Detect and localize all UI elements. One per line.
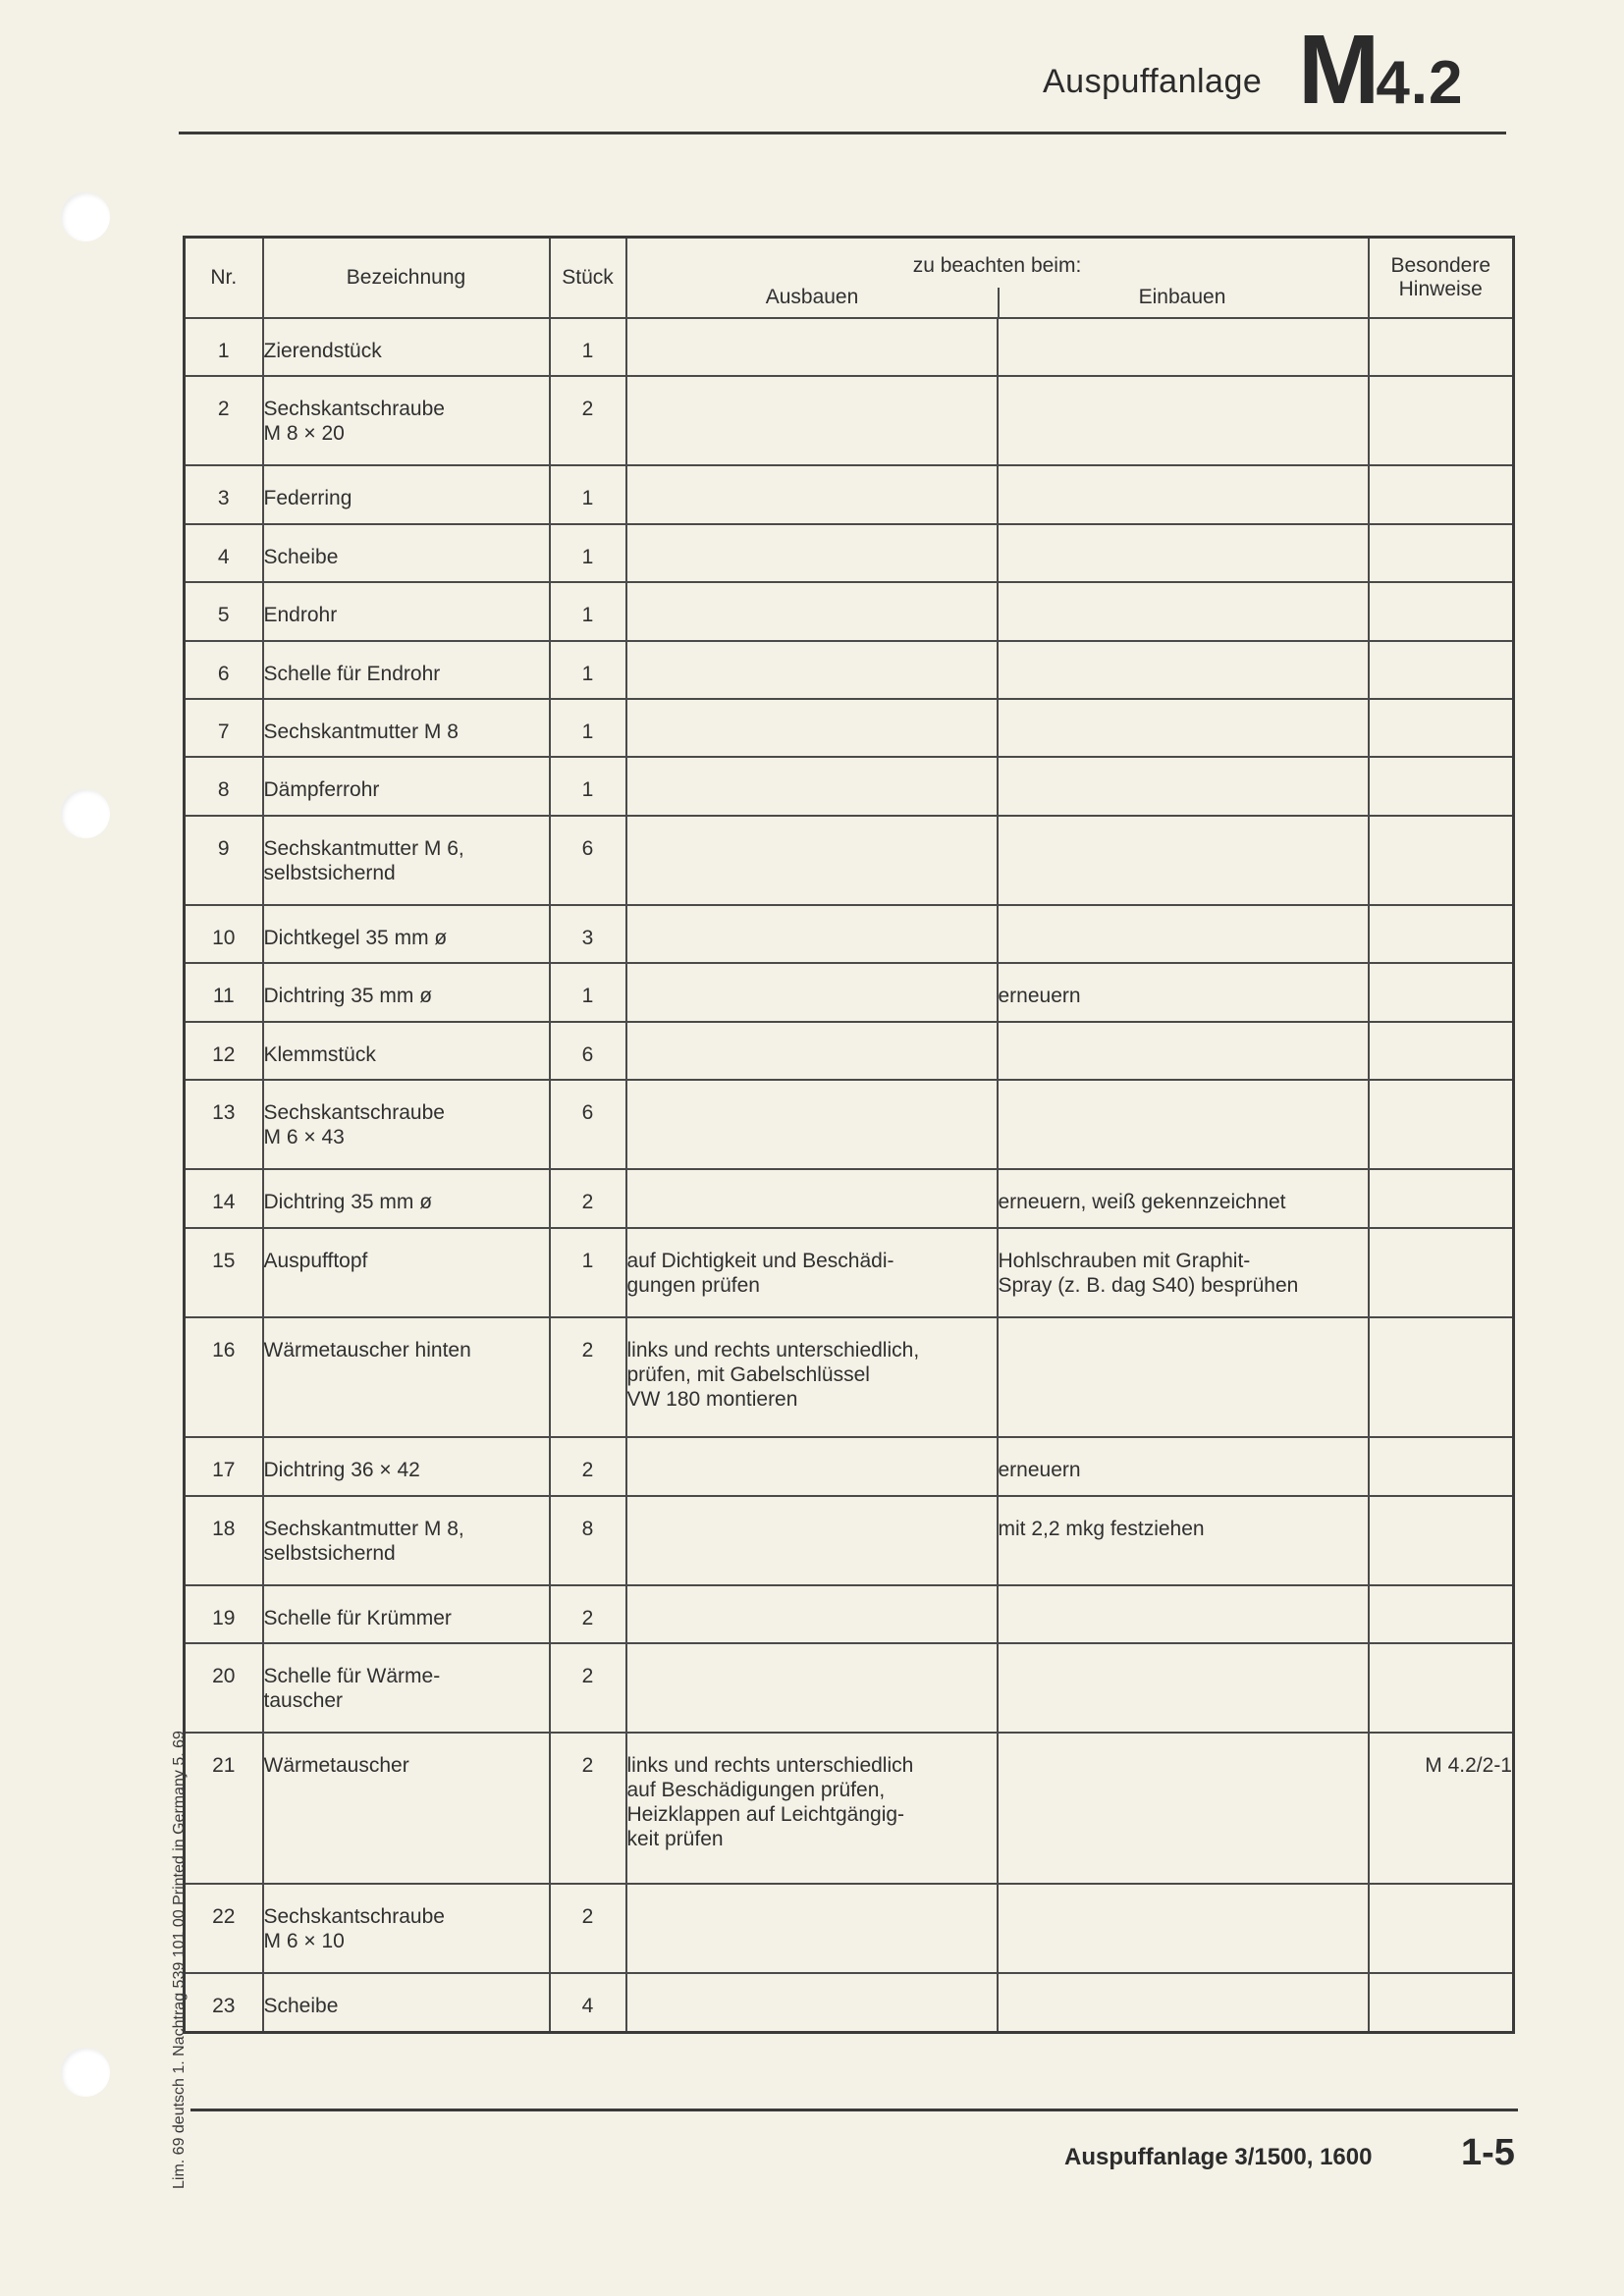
cell-einbauen (998, 1317, 1369, 1438)
cell-nr: 11 (185, 963, 263, 1021)
cell-stueck: 1 (550, 699, 626, 757)
cell-hinweise (1369, 1496, 1514, 1585)
cell-stueck: 3 (550, 905, 626, 963)
cell-nr: 10 (185, 905, 263, 963)
cell-nr: 8 (185, 757, 263, 815)
cell-stueck: 2 (550, 376, 626, 465)
cell-ausbauen (626, 905, 998, 963)
cell-stueck: 2 (550, 1643, 626, 1733)
cell-nr: 14 (185, 1169, 263, 1227)
parts-table (183, 236, 1515, 2034)
page-number: 1-5 (1461, 2132, 1515, 2173)
cell-stueck: 2 (550, 1884, 626, 1973)
table-row (185, 1228, 1514, 1317)
cell-stueck: 8 (550, 1496, 626, 1585)
cell-einbauen: mit 2,2 mkg festziehen (998, 1496, 1369, 1585)
cell-stueck: 6 (550, 1080, 626, 1169)
cell-nr: 22 (185, 1884, 263, 1973)
table-row (185, 376, 1514, 465)
cell-ausbauen (626, 1080, 998, 1169)
cell-bezeichnung: Sechskantschraube M 8 × 20 (263, 376, 550, 465)
cell-einbauen (998, 376, 1369, 465)
cell-hinweise (1369, 465, 1514, 523)
cell-einbauen (998, 1884, 1369, 1973)
cell-hinweise (1369, 1973, 1514, 2032)
cell-einbauen (998, 757, 1369, 815)
table-row (185, 1585, 1514, 1643)
header-rule (179, 132, 1506, 134)
cell-ausbauen (626, 465, 998, 523)
section-code-letter: M (1298, 15, 1377, 125)
punch-hole-middle (61, 789, 110, 838)
cell-einbauen (998, 905, 1369, 963)
cell-bezeichnung: Scheibe (263, 1973, 550, 2032)
cell-stueck: 2 (550, 1437, 626, 1495)
col-header-beachten-label: zu beachten beim: (912, 254, 1082, 277)
table-row (185, 1973, 1514, 2032)
cell-stueck: 1 (550, 582, 626, 640)
cell-ausbauen (626, 757, 998, 815)
cell-ausbauen (626, 816, 998, 905)
cell-bezeichnung: Wärmetauscher hinten (263, 1317, 550, 1438)
table-row (185, 1437, 1514, 1495)
cell-ausbauen (626, 1022, 998, 1080)
margin-print-note: Lim. 69 deutsch 1. Nachtrag 539 101 00 Printed in Germany 5. 69 (171, 1731, 188, 2189)
cell-stueck: 1 (550, 641, 626, 699)
cell-hinweise (1369, 816, 1514, 905)
cell-hinweise (1369, 1884, 1514, 1973)
cell-einbauen (998, 582, 1369, 640)
cell-stueck: 2 (550, 1585, 626, 1643)
table-row (185, 641, 1514, 699)
cell-nr: 21 (185, 1733, 263, 1884)
footer-title: Auspuffanlage 3/1500, 1600 (1064, 2144, 1373, 2170)
cell-einbauen (998, 1733, 1369, 1884)
cell-nr: 1 (185, 318, 263, 376)
cell-hinweise (1369, 1437, 1514, 1495)
cell-ausbauen (626, 1437, 998, 1495)
cell-ausbauen (626, 1643, 998, 1733)
cell-bezeichnung: Dämpferrohr (263, 757, 550, 815)
table-row (185, 963, 1514, 1021)
cell-bezeichnung: Klemmstück (263, 1022, 550, 1080)
cell-nr: 17 (185, 1437, 263, 1495)
table-row (185, 757, 1514, 815)
cell-bezeichnung: Sechskantschraube M 6 × 10 (263, 1884, 550, 1973)
table-row (185, 1169, 1514, 1227)
cell-ausbauen (626, 699, 998, 757)
table-row (185, 816, 1514, 905)
cell-bezeichnung: Wärmetauscher (263, 1733, 550, 1884)
table-row (185, 699, 1514, 757)
cell-bezeichnung: Sechskantmutter M 6, selbstsichernd (263, 816, 550, 905)
cell-nr: 7 (185, 699, 263, 757)
cell-hinweise (1369, 641, 1514, 699)
cell-hinweise (1369, 524, 1514, 582)
page-title: Auspuffanlage (1043, 63, 1263, 100)
cell-bezeichnung: Schelle für Endrohr (263, 641, 550, 699)
cell-nr: 20 (185, 1643, 263, 1733)
col-header-einbauen: Einbauen (1138, 286, 1226, 308)
cell-nr: 15 (185, 1228, 263, 1317)
cell-bezeichnung: Sechskantschraube M 6 × 43 (263, 1080, 550, 1169)
cell-stueck: 1 (550, 1228, 626, 1317)
cell-stueck: 1 (550, 524, 626, 582)
cell-stueck: 4 (550, 1973, 626, 2032)
cell-bezeichnung: Scheibe (263, 524, 550, 582)
cell-ausbauen (626, 524, 998, 582)
cell-hinweise (1369, 376, 1514, 465)
table-row (185, 1733, 1514, 1884)
cell-ausbauen: links und rechts unterschiedlich auf Beschädigungen prüfen, Heizklappen auf Leichtgängig- keit prüfen (626, 1733, 998, 1884)
cell-hinweise (1369, 1643, 1514, 1733)
cell-stueck: 1 (550, 963, 626, 1021)
cell-stueck: 2 (550, 1317, 626, 1438)
parts-table-wrapper (183, 236, 1512, 2034)
table-row (185, 1884, 1514, 1973)
cell-einbauen (998, 641, 1369, 699)
cell-ausbauen (626, 1169, 998, 1227)
footer-rule (190, 2109, 1518, 2111)
cell-nr: 4 (185, 524, 263, 582)
cell-einbauen (998, 816, 1369, 905)
punch-hole-top (61, 192, 110, 241)
cell-stueck: 6 (550, 1022, 626, 1080)
cell-hinweise (1369, 1022, 1514, 1080)
cell-stueck: 2 (550, 1733, 626, 1884)
cell-bezeichnung: Dichtring 35 mm ø (263, 1169, 550, 1227)
cell-einbauen (998, 524, 1369, 582)
cell-nr: 3 (185, 465, 263, 523)
cell-einbauen (998, 1643, 1369, 1733)
cell-bezeichnung: Schelle für Krümmer (263, 1585, 550, 1643)
col-header-bezeichnung: Bezeichnung (263, 238, 550, 319)
cell-ausbauen (626, 376, 998, 465)
cell-ausbauen (626, 582, 998, 640)
cell-hinweise (1369, 582, 1514, 640)
cell-hinweise (1369, 1169, 1514, 1227)
cell-einbauen (998, 465, 1369, 523)
cell-ausbauen (626, 1884, 998, 1973)
cell-einbauen (998, 1022, 1369, 1080)
cell-nr: 16 (185, 1317, 263, 1438)
cell-einbauen (998, 699, 1369, 757)
cell-ausbauen (626, 1973, 998, 2032)
cell-bezeichnung: Federring (263, 465, 550, 523)
cell-bezeichnung: Dichtring 35 mm ø (263, 963, 550, 1021)
table-header-row (185, 238, 1514, 319)
cell-bezeichnung: Endrohr (263, 582, 550, 640)
cell-einbauen: erneuern (998, 963, 1369, 1021)
col-header-hinweise: Besondere Hinweise (1369, 238, 1514, 319)
cell-nr: 13 (185, 1080, 263, 1169)
cell-nr: 12 (185, 1022, 263, 1080)
cell-hinweise (1369, 1585, 1514, 1643)
cell-hinweise (1369, 1228, 1514, 1317)
table-row (185, 318, 1514, 376)
table-row (185, 582, 1514, 640)
cell-einbauen: erneuern (998, 1437, 1369, 1495)
cell-hinweise (1369, 963, 1514, 1021)
cell-nr: 2 (185, 376, 263, 465)
table-row (185, 905, 1514, 963)
cell-bezeichnung: Sechskantmutter M 8 (263, 699, 550, 757)
table-row (185, 1080, 1514, 1169)
cell-einbauen (998, 1080, 1369, 1169)
section-code (1298, 14, 1464, 127)
cell-hinweise (1369, 318, 1514, 376)
cell-bezeichnung: Dichtring 36 × 42 (263, 1437, 550, 1495)
cell-bezeichnung: Dichtkegel 35 mm ø (263, 905, 550, 963)
cell-nr: 18 (185, 1496, 263, 1585)
cell-hinweise: M 4.2/2-1 (1369, 1733, 1514, 1884)
cell-ausbauen: auf Dichtigkeit und Beschädi- gungen prüfen (626, 1228, 998, 1317)
table-row (185, 524, 1514, 582)
cell-ausbauen (626, 641, 998, 699)
cell-ausbauen (626, 963, 998, 1021)
cell-stueck: 1 (550, 465, 626, 523)
cell-ausbauen (626, 1496, 998, 1585)
punch-hole-bottom (61, 2048, 110, 2097)
cell-nr: 23 (185, 1973, 263, 2032)
section-code-number: 4.2 (1376, 49, 1464, 117)
cell-einbauen (998, 1585, 1369, 1643)
cell-bezeichnung: Schelle für Wärme- tauscher (263, 1643, 550, 1733)
col-header-nr: Nr. (185, 238, 263, 319)
parts-table-body (185, 318, 1514, 2033)
cell-hinweise (1369, 1080, 1514, 1169)
table-row (185, 1496, 1514, 1585)
cell-einbauen: erneuern, weiß gekennzeichnet (998, 1169, 1369, 1227)
cell-einbauen (998, 1973, 1369, 2032)
col-header-stueck: Stück (550, 238, 626, 319)
cell-einbauen (998, 318, 1369, 376)
cell-nr: 5 (185, 582, 263, 640)
table-row (185, 1643, 1514, 1733)
cell-stueck: 2 (550, 1169, 626, 1227)
cell-bezeichnung: Sechskantmutter M 8, selbstsichernd (263, 1496, 550, 1585)
cell-bezeichnung: Zierendstück (263, 318, 550, 376)
cell-hinweise (1369, 905, 1514, 963)
cell-ausbauen: links und rechts unterschiedlich, prüfen, mit Gabelschlüssel VW 180 montieren (626, 1317, 998, 1438)
table-row (185, 1022, 1514, 1080)
cell-hinweise (1369, 757, 1514, 815)
cell-nr: 9 (185, 816, 263, 905)
cell-stueck: 6 (550, 816, 626, 905)
cell-hinweise (1369, 1317, 1514, 1438)
table-row (185, 465, 1514, 523)
cell-ausbauen (626, 318, 998, 376)
cell-stueck: 1 (550, 318, 626, 376)
col-header-ausbauen: Ausbauen (765, 286, 859, 308)
cell-nr: 6 (185, 641, 263, 699)
cell-ausbauen (626, 1585, 998, 1643)
table-row (185, 1317, 1514, 1438)
cell-hinweise (1369, 699, 1514, 757)
cell-bezeichnung: Auspufftopf (263, 1228, 550, 1317)
cell-einbauen: Hohlschrauben mit Graphit- Spray (z. B. dag S40) besprühen (998, 1228, 1369, 1317)
cell-stueck: 1 (550, 757, 626, 815)
col-header-beachten (626, 238, 1369, 319)
cell-nr: 19 (185, 1585, 263, 1643)
